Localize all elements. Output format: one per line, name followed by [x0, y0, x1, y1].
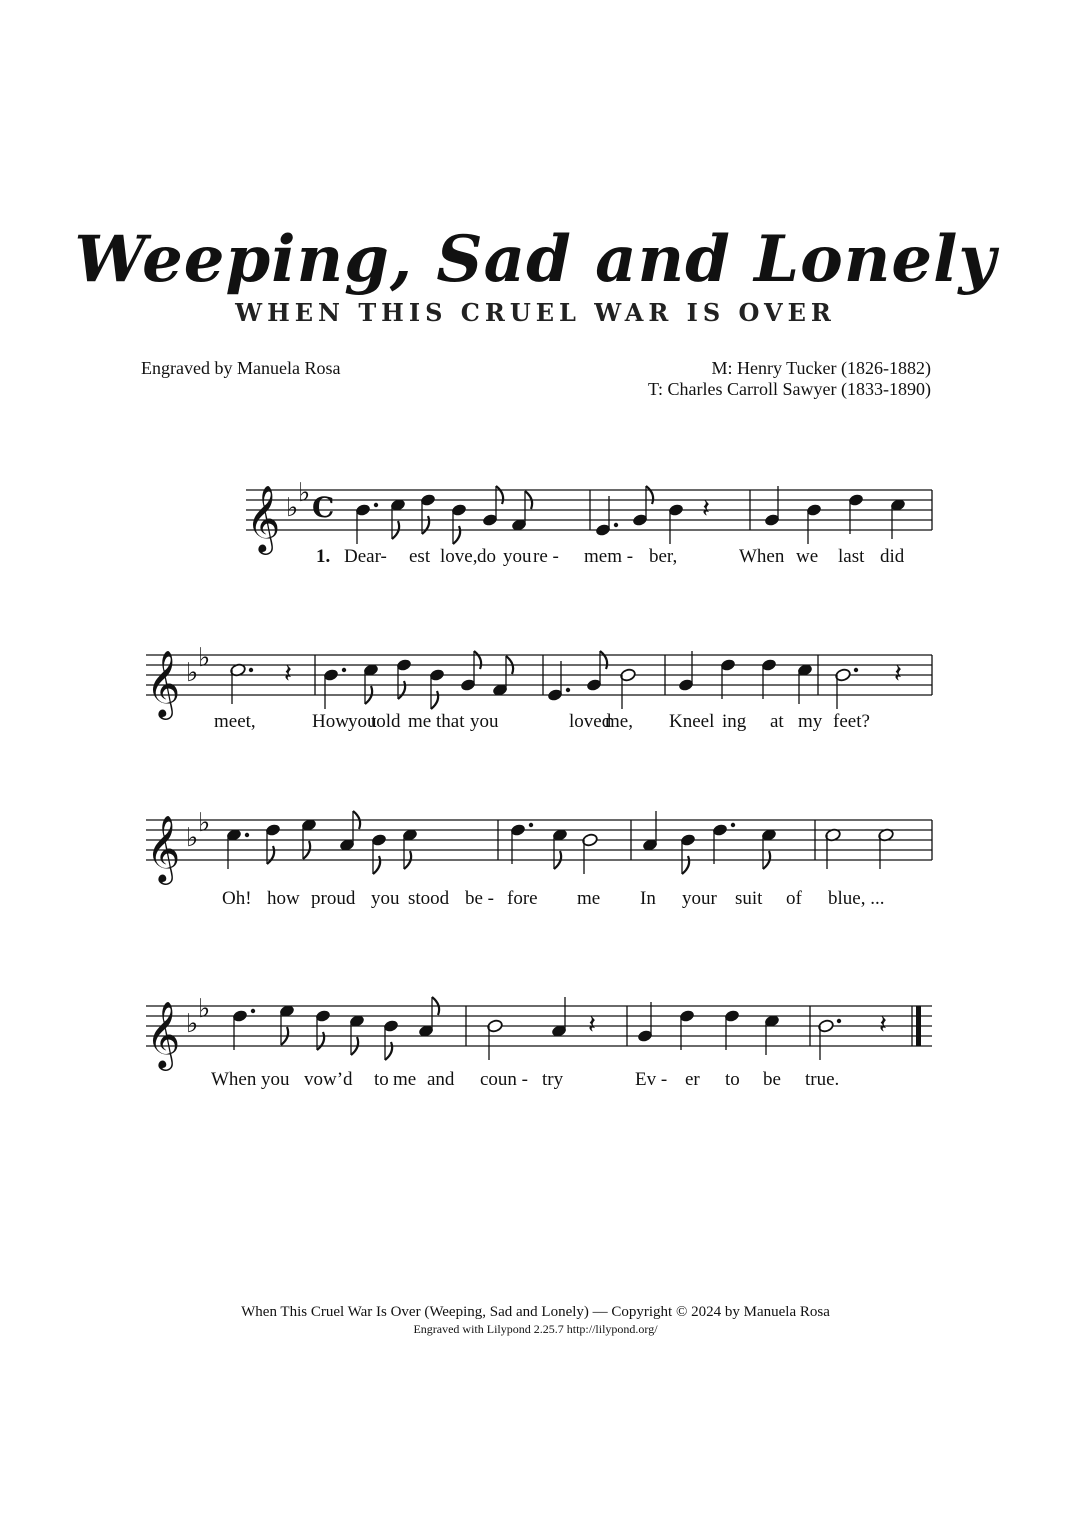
- staff-system-4: [146, 994, 932, 1090]
- lyric-syllable: ing: [722, 711, 747, 732]
- lyric-syllable: proud: [311, 888, 356, 909]
- note-flag: [682, 856, 689, 874]
- quarter-rest-icon: 𝄽: [879, 1010, 887, 1040]
- quarter-rest-icon: 𝄽: [702, 494, 710, 524]
- lyric-syllable: told: [371, 711, 401, 732]
- quarter-rest-icon: 𝄽: [284, 659, 292, 689]
- lyric-syllable: you: [503, 546, 532, 567]
- augmentation-dot: [245, 833, 249, 837]
- note-flag: [422, 516, 429, 534]
- stanza-number: 1.: [316, 546, 331, 567]
- lyric-syllable: re -: [533, 546, 559, 567]
- engraving-note: Engraved with Lilypond 2.25.7 http://lilypond.org/: [413, 1322, 658, 1336]
- lyric-syllable: vow’d: [304, 1069, 353, 1090]
- augmentation-dot: [614, 523, 618, 527]
- lyric-syllable: you: [261, 1069, 290, 1090]
- lyric-syllable: stood: [408, 888, 450, 909]
- lyric-syllable: suit: [735, 888, 763, 909]
- note-flag: [267, 846, 274, 864]
- lyric-syllable: me: [393, 1069, 417, 1090]
- note-flag: [398, 681, 405, 699]
- copyright-line: When This Cruel War Is Over (Weeping, Sad and Lonely) — Copyright © 2024 by Manuela Rosa: [241, 1304, 830, 1320]
- lyric-syllable: How: [312, 711, 349, 732]
- lyric-syllable: at: [770, 711, 784, 732]
- treble-clef-icon: 𝄞: [146, 1000, 181, 1068]
- staff-system-2: [146, 643, 932, 732]
- staff-system-3: [146, 808, 932, 909]
- song-title: Weeping, Sad and Lonely: [74, 222, 997, 297]
- lyric-syllable: your: [682, 888, 717, 909]
- lyric-syllable: my: [798, 711, 823, 732]
- song-subtitle: WHEN THIS CRUEL WAR IS OVER: [235, 298, 836, 327]
- augmentation-dot: [342, 668, 346, 672]
- augmentation-dot: [249, 668, 253, 672]
- note-flag: [600, 651, 607, 669]
- composer-credit: M: Henry Tucker (1826-1882): [711, 358, 931, 378]
- note-flag: [431, 691, 438, 709]
- lyricist-credit: T: Charles Carroll Sawyer (1833-1890): [647, 379, 931, 399]
- lyric-syllable: mem -: [584, 546, 634, 567]
- treble-clef-icon: 𝄞: [246, 484, 281, 552]
- flat-icon: ♭: [198, 643, 211, 673]
- lyric-syllable: try: [542, 1069, 564, 1090]
- note-flag: [317, 1032, 324, 1050]
- lyric-syllable: me,: [605, 711, 633, 732]
- flat-icon: ♭: [198, 994, 211, 1024]
- augmentation-dot: [374, 503, 378, 507]
- lyric-syllable: coun -: [480, 1069, 529, 1090]
- note-flag: [385, 1042, 392, 1060]
- augmentation-dot: [837, 1019, 841, 1023]
- lyric-syllable: feet?: [833, 711, 870, 732]
- lyric-syllable: how: [267, 888, 300, 909]
- lyric-syllable: meet,: [214, 711, 256, 732]
- lyric-syllable: you: [348, 711, 377, 732]
- lyric-syllable: you: [470, 711, 499, 732]
- staff-system-1: [246, 478, 932, 567]
- lyric-syllable: ber,: [649, 546, 678, 567]
- lyric-syllable: me: [408, 711, 432, 732]
- lyric-syllable: be -: [465, 888, 495, 909]
- lyric-syllable: Oh!: [222, 888, 252, 909]
- flat-icon: ♭: [298, 478, 311, 508]
- lyric-syllable: When: [739, 546, 785, 567]
- flat-icon: ♭: [286, 493, 299, 523]
- augmentation-dot: [251, 1009, 255, 1013]
- note-flag: [453, 526, 460, 544]
- lyric-syllable: fore: [507, 888, 538, 909]
- lyric-syllable: of: [786, 888, 802, 909]
- final-barline: [916, 1006, 921, 1046]
- engraver-credit: Engraved by Manuela Rosa: [141, 358, 341, 378]
- augmentation-dot: [731, 823, 735, 827]
- lyric-syllable: that: [436, 711, 465, 732]
- lyric-syllable: and: [427, 1069, 455, 1090]
- lyric-syllable: you: [371, 888, 400, 909]
- flat-icon: ♭: [186, 823, 199, 853]
- lyric-syllable: to: [725, 1069, 740, 1090]
- treble-clef-icon: 𝄞: [146, 649, 181, 717]
- augmentation-dot: [529, 823, 533, 827]
- lyric-syllable: we: [796, 546, 819, 567]
- lyric-syllable: When: [211, 1069, 257, 1090]
- lyric-syllable: true.: [805, 1069, 840, 1090]
- quarter-rest-icon: 𝄽: [894, 659, 902, 689]
- lyric-syllable: In: [640, 888, 656, 909]
- note-flag: [373, 856, 380, 874]
- lyric-syllable: do: [477, 546, 496, 567]
- lyric-syllable: Ev -: [635, 1069, 668, 1090]
- flat-icon: ♭: [186, 1009, 199, 1039]
- lyric-syllable: love,: [440, 546, 478, 567]
- lyric-syllable: est: [409, 546, 431, 567]
- lyric-syllable: er: [685, 1069, 700, 1090]
- note-flag: [474, 651, 481, 669]
- note-flag: [496, 486, 503, 504]
- flat-icon: ♭: [186, 658, 199, 688]
- lyric-syllable: me: [577, 888, 601, 909]
- treble-clef-icon: 𝄞: [146, 814, 181, 882]
- lyric-syllable: be: [763, 1069, 781, 1090]
- quarter-rest-icon: 𝄽: [588, 1010, 596, 1040]
- flat-icon: ♭: [198, 808, 211, 838]
- lyric-syllable: Dear-: [344, 546, 387, 567]
- lyric-syllable: did: [880, 546, 905, 567]
- footer: [0, 1304, 1071, 1338]
- common-time-icon: C: [312, 491, 335, 524]
- lyric-syllable: last: [838, 546, 865, 567]
- lyric-syllable: Kneel: [669, 711, 715, 732]
- lyric-syllable: loved: [569, 711, 612, 732]
- lyric-syllable: blue, ...: [828, 888, 885, 909]
- lyric-syllable: to: [374, 1069, 389, 1090]
- note-flag: [646, 486, 653, 504]
- augmentation-dot: [566, 688, 570, 692]
- augmentation-dot: [854, 668, 858, 672]
